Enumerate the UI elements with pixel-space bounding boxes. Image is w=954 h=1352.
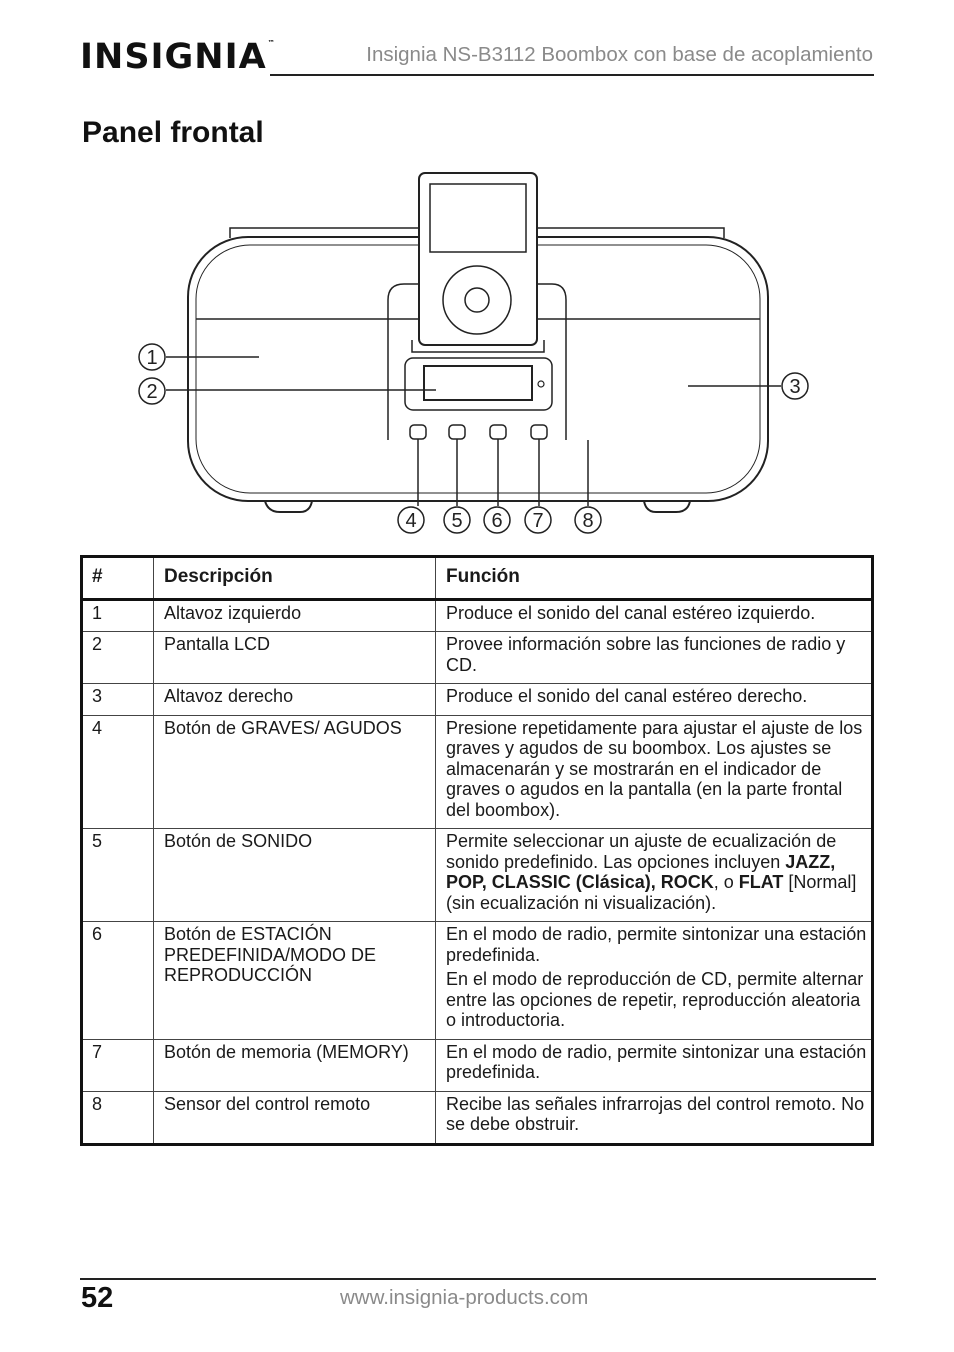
- section-title: Panel frontal: [82, 116, 264, 149]
- callout-circles: [139, 344, 808, 533]
- callout-8: 8: [582, 510, 594, 532]
- preset-button-shape: [490, 425, 506, 439]
- row-function: [436, 1091, 873, 1144]
- lcd-screen: [424, 366, 532, 400]
- row-description: Botón de memoria (MEMORY): [154, 1039, 436, 1091]
- header-description: Descripción: [154, 557, 436, 600]
- lcd-indicator: [538, 381, 544, 387]
- table-header-row: [82, 557, 873, 600]
- callout-4: 4: [405, 510, 417, 532]
- ipod-device: [419, 173, 537, 345]
- row-function: [436, 829, 873, 922]
- callout-3: 3: [789, 376, 801, 398]
- table-row: [82, 632, 873, 684]
- table-row: [82, 715, 873, 829]
- function-flat-bold: FLAT: [738, 872, 784, 892]
- sound-button-shape: [449, 425, 465, 439]
- row-function: [436, 715, 873, 829]
- row-number: 3: [82, 684, 154, 716]
- row-number: 7: [82, 1039, 154, 1091]
- footer-rule: [80, 1278, 876, 1280]
- header-title: Insignia NS-B3112 Boombox con base de acoplamiento: [366, 43, 873, 66]
- page-number: 52: [81, 1282, 114, 1314]
- front-panel-table: [80, 555, 874, 1146]
- row-function: [436, 922, 873, 1040]
- leader-lines: [166, 357, 781, 506]
- left-foot: [265, 501, 312, 512]
- function-options-bold: JAZZ, POP, CLASSIC (Clásica), ROCK: [446, 851, 836, 892]
- function-text: En el modo de reproducción de CD, permite alternar entre las opciones de repetir, reproducción aleatoria o introductoria.: [446, 969, 864, 1030]
- bass-treble-button-shape: [410, 425, 426, 439]
- row-description: Pantalla LCD: [154, 632, 436, 684]
- logo-trademark: ™: [267, 39, 275, 47]
- table-row: [82, 829, 873, 922]
- row-number: 1: [82, 599, 154, 632]
- row-function: [436, 684, 873, 716]
- logo-text: INSIGNIA: [80, 37, 267, 77]
- row-description: Altavoz derecho: [154, 684, 436, 716]
- row-number: 4: [82, 715, 154, 829]
- callout-7: 7: [532, 510, 544, 532]
- row-description: Botón de SONIDO: [154, 829, 436, 922]
- row-number: 6: [82, 922, 154, 1040]
- table-row: [82, 684, 873, 716]
- function-text: En el modo de radio, permite sintonizar una estación predefinida.: [446, 1041, 867, 1082]
- header-function: Función: [436, 557, 873, 600]
- row-description: Altavoz izquierdo: [154, 599, 436, 632]
- callout-1: 1: [146, 347, 158, 369]
- memory-button-shape: [531, 425, 547, 439]
- function-text: Produce el sonido del canal estéreo izquierdo.: [446, 602, 816, 623]
- row-description: Sensor del control remoto: [154, 1091, 436, 1144]
- row-description: Botón de GRAVES/ AGUDOS: [154, 715, 436, 829]
- footer-url: www.insignia-products.com: [340, 1286, 589, 1309]
- callout-6: 6: [491, 510, 503, 532]
- function-text: Recibe las señales infrarrojas del control remoto. No se debe obstruir.: [446, 1093, 865, 1134]
- row-number: 2: [82, 632, 154, 684]
- row-function: [436, 599, 873, 632]
- table-row: [82, 1091, 873, 1144]
- table-row: [82, 1039, 873, 1091]
- row-function: [436, 1039, 873, 1091]
- boombox-diagram: [0, 0, 954, 545]
- function-text: En el modo de radio, permite sintonizar una estación predefinida.: [446, 924, 867, 965]
- callout-2: 2: [146, 381, 158, 403]
- function-text: [Normal] (sin ecualización ni visualización).: [446, 872, 857, 913]
- function-text: Provee información sobre las funciones de radio y CD.: [446, 634, 846, 675]
- row-description: Botón de ESTACIÓN PREDEFINIDA/MODO DE REPRODUCCIÓN: [154, 922, 436, 1040]
- row-number: 5: [82, 829, 154, 922]
- table-row: [82, 599, 873, 632]
- right-foot: [644, 501, 690, 512]
- row-number: 8: [82, 1091, 154, 1144]
- function-text: Presione repetidamente para ajustar el ajuste de los graves y agudos de su boombox. Los ajustes se almacenarán y se mostrarán en el indicador de graves o agudos en la pantalla (en la parte frontal del boombox).: [446, 717, 863, 820]
- row-function: [436, 632, 873, 684]
- function-text: , o: [713, 872, 739, 892]
- table-row: [82, 922, 873, 1040]
- function-text: Permite seleccionar un ajuste de ecualización de sonido predefinido. Las opciones incluyen: [446, 831, 837, 872]
- callout-5: 5: [451, 510, 463, 532]
- function-text: Produce el sonido del canal estéreo derecho.: [446, 686, 808, 706]
- header-number: #: [82, 557, 154, 600]
